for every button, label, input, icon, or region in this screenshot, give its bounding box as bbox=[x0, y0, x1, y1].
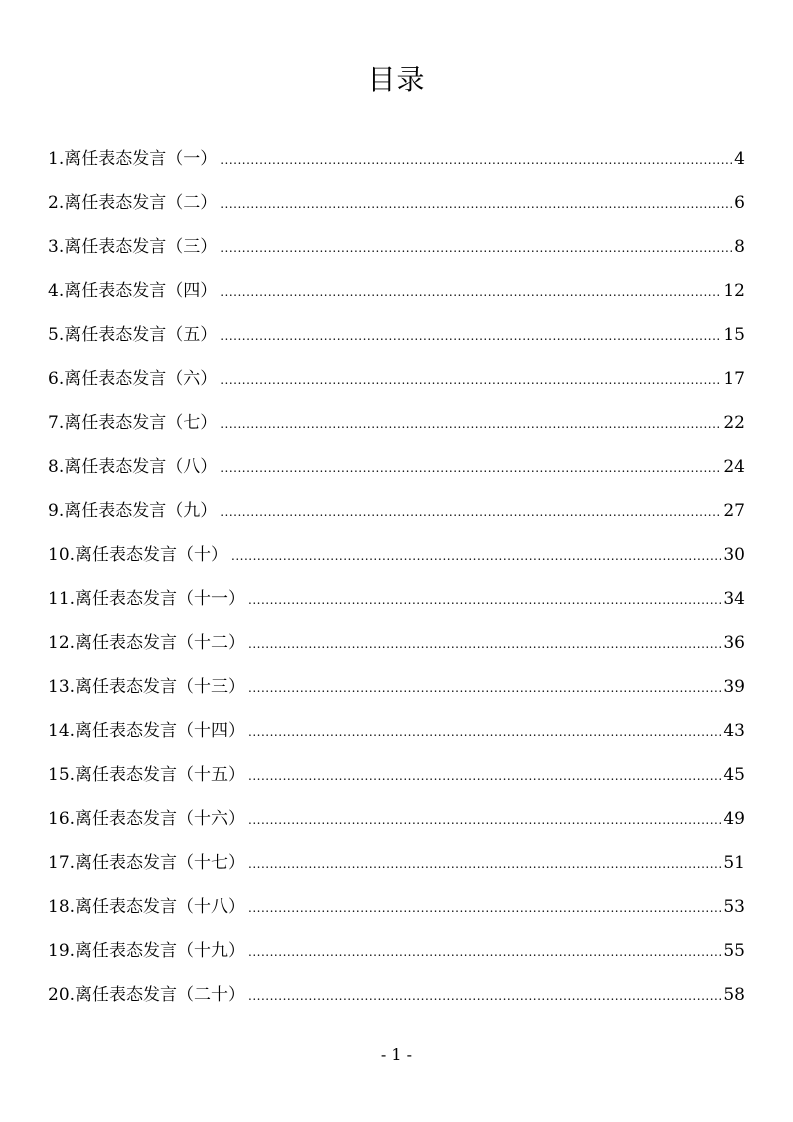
toc-entry[interactable] bbox=[48, 841, 745, 885]
toc-dot-leader bbox=[248, 842, 721, 886]
toc-entry[interactable] bbox=[48, 137, 745, 181]
toc-entry-page: 15 bbox=[723, 325, 745, 345]
toc-entry-page: 43 bbox=[723, 721, 745, 741]
toc-entry-title: 14.离任表态发言（十四） bbox=[48, 721, 246, 741]
toc-dot-leader bbox=[220, 138, 732, 182]
page-number: - 1 - bbox=[380, 1045, 413, 1064]
toc-entry[interactable] bbox=[48, 973, 745, 1017]
toc-entry-page: 24 bbox=[723, 457, 745, 477]
toc-dot-leader bbox=[220, 314, 721, 358]
toc-entry-page: 22 bbox=[723, 413, 745, 433]
toc-entry-title: 1.离任表态发言（一） bbox=[48, 149, 218, 169]
toc-entry-title: 19.离任表态发言（十九） bbox=[48, 941, 246, 961]
toc-entry-page: 51 bbox=[723, 853, 745, 873]
toc-dot-leader bbox=[248, 930, 721, 974]
toc-dot-leader bbox=[248, 974, 721, 1018]
toc-entry-page: 4 bbox=[734, 149, 745, 169]
toc-entry-title: 16.离任表态发言（十六） bbox=[48, 809, 246, 829]
toc-dot-leader bbox=[220, 358, 721, 402]
toc-entry-page: 17 bbox=[723, 369, 745, 389]
toc-entry-title: 18.离任表态发言（十八） bbox=[48, 897, 246, 917]
toc-entry[interactable] bbox=[48, 401, 745, 445]
toc-dot-leader bbox=[220, 402, 721, 446]
toc-entry[interactable] bbox=[48, 445, 745, 489]
toc-dot-leader bbox=[220, 226, 732, 270]
toc-dot-leader bbox=[220, 490, 721, 534]
toc-entry-title: 6.离任表态发言（六） bbox=[48, 369, 218, 389]
table-of-contents bbox=[48, 137, 745, 1017]
toc-entry-page: 39 bbox=[723, 677, 745, 697]
toc-entry[interactable] bbox=[48, 225, 745, 269]
toc-dot-leader bbox=[220, 270, 721, 314]
toc-entry-page: 55 bbox=[723, 941, 745, 961]
toc-dot-leader bbox=[248, 754, 721, 798]
toc-entry[interactable] bbox=[48, 269, 745, 313]
toc-entry-page: 53 bbox=[723, 897, 745, 917]
toc-entry-title: 3.离任表态发言（三） bbox=[48, 237, 218, 257]
toc-entry-title: 4.离任表态发言（四） bbox=[48, 281, 218, 301]
toc-entry[interactable] bbox=[48, 181, 745, 225]
toc-dot-leader bbox=[248, 622, 721, 666]
toc-dot-leader bbox=[248, 666, 721, 710]
toc-entry-page: 27 bbox=[723, 501, 745, 521]
toc-entry-page: 58 bbox=[723, 985, 745, 1005]
toc-entry-title: 17.离任表态发言（十七） bbox=[48, 853, 246, 873]
toc-entry[interactable] bbox=[48, 357, 745, 401]
toc-entry-page: 8 bbox=[734, 237, 745, 257]
toc-entry[interactable] bbox=[48, 313, 745, 357]
toc-entry-title: 12.离任表态发言（十二） bbox=[48, 633, 246, 653]
toc-entry[interactable] bbox=[48, 665, 745, 709]
toc-entry-page: 36 bbox=[723, 633, 745, 653]
toc-dot-leader bbox=[231, 534, 721, 578]
toc-entry-page: 45 bbox=[723, 765, 745, 785]
toc-entry-page: 30 bbox=[723, 545, 745, 565]
toc-dot-leader bbox=[248, 578, 721, 622]
toc-entry-title: 13.离任表态发言（十三） bbox=[48, 677, 246, 697]
toc-entry-title: 20.离任表态发言（二十） bbox=[48, 985, 246, 1005]
toc-dot-leader bbox=[248, 886, 721, 930]
toc-entry-title: 11.离任表态发言（十一） bbox=[48, 589, 246, 609]
toc-entry[interactable] bbox=[48, 709, 745, 753]
toc-entry-title: 9.离任表态发言（九） bbox=[48, 501, 218, 521]
toc-entry[interactable] bbox=[48, 489, 745, 533]
toc-entry[interactable] bbox=[48, 753, 745, 797]
toc-entry-title: 7.离任表态发言（七） bbox=[48, 413, 218, 433]
toc-dot-leader bbox=[248, 710, 721, 754]
toc-entry[interactable] bbox=[48, 621, 745, 665]
toc-entry-title: 2.离任表态发言（二） bbox=[48, 193, 218, 213]
toc-dot-leader bbox=[220, 182, 732, 226]
toc-entry-title: 15.离任表态发言（十五） bbox=[48, 765, 246, 785]
toc-entry-title: 5.离任表态发言（五） bbox=[48, 325, 218, 345]
toc-entry-title: 8.离任表态发言（八） bbox=[48, 457, 218, 477]
toc-entry-page: 6 bbox=[734, 193, 745, 213]
toc-dot-leader bbox=[220, 446, 721, 490]
toc-entry[interactable] bbox=[48, 577, 745, 621]
page-title: 目录 bbox=[367, 63, 426, 96]
toc-entry[interactable] bbox=[48, 885, 745, 929]
toc-entry-title: 10.离任表态发言（十） bbox=[48, 545, 229, 565]
toc-entry-page: 12 bbox=[723, 281, 745, 301]
toc-entry-page: 34 bbox=[723, 589, 745, 609]
toc-entry[interactable] bbox=[48, 929, 745, 973]
toc-entry[interactable] bbox=[48, 533, 745, 577]
toc-entry-page: 49 bbox=[723, 809, 745, 829]
toc-dot-leader bbox=[248, 798, 721, 842]
toc-entry[interactable] bbox=[48, 797, 745, 841]
